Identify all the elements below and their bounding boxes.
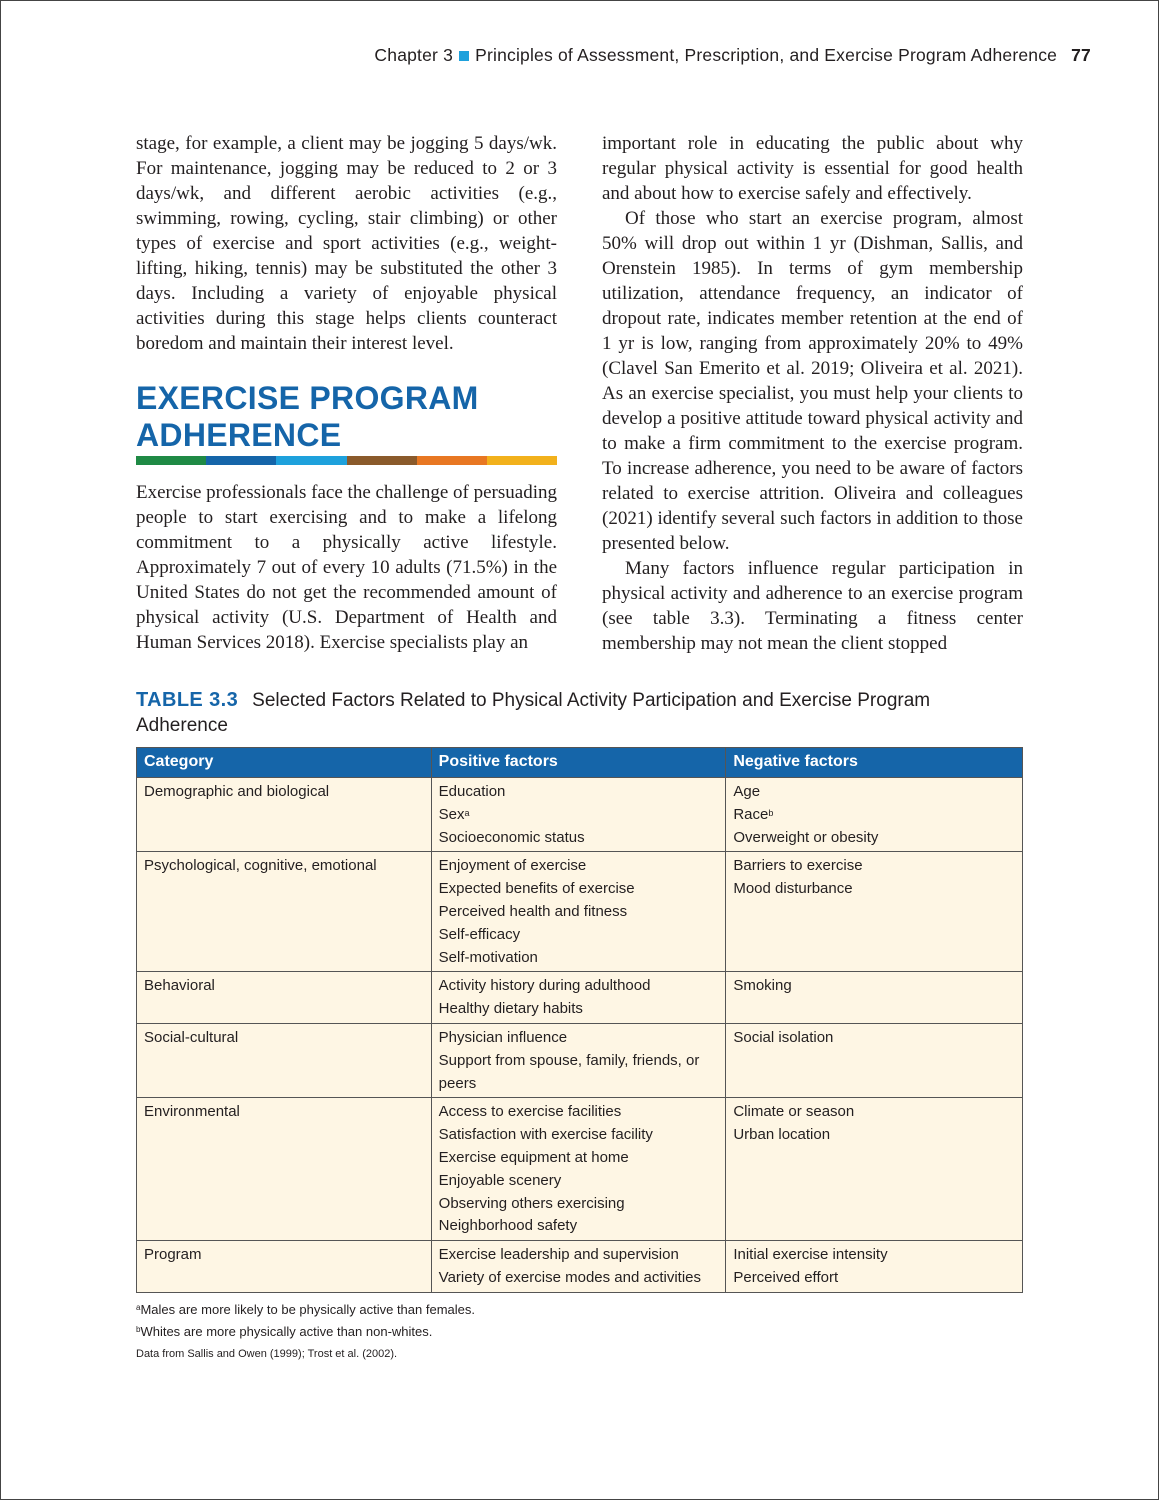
positive-factor-item (439, 1215, 719, 1238)
negative-factor-item (733, 1124, 1015, 1147)
table-row (137, 778, 1023, 852)
positive-factors-cell (431, 778, 726, 852)
table-title: Selected Factors Related to Physical Activity Participation and Exercise Program Adherence (136, 690, 931, 736)
factor-text: Urban location (733, 1126, 831, 1144)
left-column-top (136, 131, 557, 356)
footnote (136, 1299, 475, 1321)
table-caption (136, 688, 1026, 738)
positive-factor-item (439, 947, 719, 970)
negative-factor-item (733, 975, 1015, 998)
factor-text: Sex (438, 805, 465, 823)
category-cell (137, 778, 432, 852)
negative-factor-item (733, 1244, 1015, 1267)
table-row (137, 1241, 1023, 1293)
body-paragraph: Exercise professionals face the challenge of persuading people to start exercising and to make a lifelong commitment to a physically active lifestyle. Approximately 7 out of every 10 adults (71.5%) in the United States do not get the recommended amount of physical activity (U.S. Department of Health and Human Services 2018). Exercise specialists play an (136, 482, 557, 653)
category-label: Psychological, cognitive, emotional (144, 857, 377, 875)
factor-text: Access to exercise facilities (438, 1103, 622, 1121)
factor-text: Expected benefits of exercise (438, 880, 635, 898)
factor-text: Enjoyment of exercise (438, 857, 587, 875)
category-label: Social-cultural (144, 1028, 239, 1046)
positive-factor-item (439, 855, 719, 878)
body-paragraph: Of those who start an exercise program, almost 50% will drop out within 1 yr (Dishman, Sallis, and Orenstein 1985). In terms of gym membership utilization, attendance frequency, an indicator of dropout rate, indicates member retention at the end of 1 yr is low, ranging from approximately 20% to 49% (Clavel San Emerito et al. 2019; Oliveira et al. 2021). As an exercise specialist, you must help your clients to develop a positive attitude toward physical activity and to make a firm commitment to the exercise program. To increase adherence, you need to be aware of factors related to exercise attrition. Oliveira and colleagues (2021) identify several such factors in addition to those presented below. (602, 208, 1023, 554)
positive-factor-item (439, 1147, 719, 1170)
factor-text: Variety of exercise modes and activities (438, 1268, 702, 1286)
factor-text: Exercise leadership and supervision (438, 1246, 679, 1264)
running-head (0, 45, 1091, 66)
positive-factor-item (439, 1244, 719, 1267)
right-column (602, 131, 1023, 656)
heading-line-1: EXERCISE PROGRAM (136, 380, 479, 416)
factor-text: Smoking (733, 977, 792, 995)
negative-factor-item (733, 855, 1015, 878)
negative-factors-cell (726, 1098, 1023, 1241)
table-row (137, 972, 1023, 1024)
factor-text: Physician influence (438, 1028, 568, 1046)
positive-factors-cell (431, 1241, 726, 1293)
table-label: TABLE 3.3 (136, 689, 239, 711)
rule-segment (347, 456, 417, 465)
chapter-title: Principles of Assessment, Prescription, and Exercise Program Adherence (475, 45, 1058, 65)
footnote-text: Males are more likely to be physically active than females. (140, 1302, 475, 1317)
positive-factor-item (439, 998, 719, 1021)
positive-factor-item (439, 1193, 719, 1216)
positive-factor-item (439, 1027, 719, 1050)
factor-text: Enjoyable scenery (438, 1171, 562, 1189)
table-footnotes (136, 1299, 475, 1365)
positive-factor-item (439, 804, 719, 827)
factor-text: Race (733, 805, 769, 823)
negative-factor-item (733, 1101, 1015, 1124)
negative-factor-item (733, 1267, 1015, 1290)
positive-factor-item (439, 901, 719, 924)
table-source: Data from Sallis and Owen (1999); Trost et al. (2002). (136, 1348, 398, 1360)
page-number: 77 (1071, 45, 1091, 65)
positive-factors-cell (431, 852, 726, 972)
footnote-mark: b (136, 1325, 141, 1334)
positive-factor-item (439, 1050, 719, 1096)
factor-text: Self-motivation (438, 948, 538, 966)
body-paragraph: Many factors influence regular participation in physical activity and adherence to an exercise program (see table 3.3). Terminating a fitness center membership may not mean the client stopped (602, 558, 1023, 654)
positive-factors-cell (431, 1023, 726, 1097)
heading-color-rule (136, 456, 557, 465)
table-body (137, 778, 1023, 1293)
positive-factor-item (439, 1267, 719, 1290)
negative-factors-cell (726, 852, 1023, 972)
body-paragraph: important role in educating the public about why regular physical activity is essential for good health and about how to exercise safely and effectively. (602, 133, 1023, 204)
positive-factor-item (439, 1101, 719, 1124)
negative-factor-item (733, 878, 1015, 901)
factor-text: Exercise equipment at home (438, 1148, 629, 1166)
category-label: Behavioral (144, 977, 215, 995)
negative-factor-item (733, 1027, 1015, 1050)
positive-factor-item (439, 878, 719, 901)
rule-segment (276, 456, 346, 465)
factor-text: Barriers to exercise (733, 857, 863, 875)
factor-text: Mood disturbance (733, 880, 853, 898)
positive-factor-item (439, 781, 719, 804)
table-row (137, 1023, 1023, 1097)
footnote-text: Whites are more physically active than non-whites. (140, 1324, 433, 1339)
factor-text: Satisfaction with exercise facility (438, 1126, 653, 1144)
heading-line-2: ADHERENCE (136, 417, 342, 453)
footnote-mark: a (464, 807, 470, 818)
negative-factor-item (733, 781, 1015, 804)
chapter-label: Chapter 3 (374, 45, 454, 65)
table-header-row (137, 748, 1023, 778)
factor-text: Perceived health and fitness (438, 902, 628, 920)
negative-factor-item (733, 804, 1015, 827)
factor-text: Initial exercise intensity (733, 1246, 888, 1264)
category-label: Demographic and biological (144, 783, 330, 800)
category-cell (137, 1241, 432, 1293)
column-header: Negative factors (726, 748, 1023, 778)
negative-factors-cell (726, 972, 1023, 1024)
negative-factor-item (733, 827, 1015, 850)
separator-square-icon (459, 51, 469, 61)
column-header: Positive factors (431, 748, 726, 778)
rule-segment (136, 456, 206, 465)
category-cell (137, 852, 432, 972)
rule-segment (487, 456, 557, 465)
category-label: Program (144, 1246, 202, 1264)
factor-text: Education (438, 783, 506, 800)
factor-text: Healthy dietary habits (438, 1000, 583, 1018)
factor-text: Neighborhood safety (438, 1217, 578, 1235)
rule-segment (417, 456, 487, 465)
factors-table (136, 747, 1023, 1293)
negative-factors-cell (726, 1023, 1023, 1097)
table-row (137, 852, 1023, 972)
factor-text: Climate or season (733, 1103, 855, 1121)
category-cell (137, 972, 432, 1024)
positive-factor-item (439, 924, 719, 947)
positive-factors-cell (431, 1098, 726, 1241)
factor-text: Support from spouse, family, friends, or peers (438, 1051, 700, 1092)
positive-factor-item (439, 827, 719, 850)
factor-text: Activity history during adulthood (438, 977, 651, 995)
column-header: Category (137, 748, 432, 778)
factor-text: Overweight or obesity (733, 828, 879, 846)
negative-factors-cell (726, 778, 1023, 852)
body-paragraph: stage, for example, a client may be jogging 5 days/wk. For maintenance, jogging may be reduced to 2 or 3 days/wk, and different aerobic activities (e.g., swimming, rowing, cycling, stair climbing) or other types of exercise and sport activities (e.g., weight-lifting, hiking, tennis) may be substituted the other 3 days. Including a variety of enjoyable physical activities during this stage helps clients counteract boredom and maintain their interest level. (136, 133, 557, 354)
section-heading (136, 380, 557, 454)
table-row (137, 1098, 1023, 1241)
positive-factor-item (439, 1170, 719, 1193)
footnote-mark: a (136, 1303, 141, 1312)
positive-factor-item (439, 975, 719, 998)
rule-segment (206, 456, 276, 465)
factor-text: Perceived effort (733, 1268, 839, 1286)
factor-text: Self-efficacy (438, 925, 521, 943)
factor-text: Socioeconomic status (438, 828, 585, 846)
category-label: Environmental (144, 1103, 240, 1121)
negative-factors-cell (726, 1241, 1023, 1293)
category-cell (137, 1023, 432, 1097)
category-cell (137, 1098, 432, 1241)
factor-text: Observing others exercising (438, 1194, 625, 1212)
footnote-mark: b (768, 807, 774, 818)
positive-factor-item (439, 1124, 719, 1147)
factor-text: Age (733, 783, 761, 800)
footnote (136, 1321, 475, 1343)
left-column-bottom (136, 480, 557, 655)
positive-factors-cell (431, 972, 726, 1024)
factor-text: Social isolation (733, 1028, 834, 1046)
